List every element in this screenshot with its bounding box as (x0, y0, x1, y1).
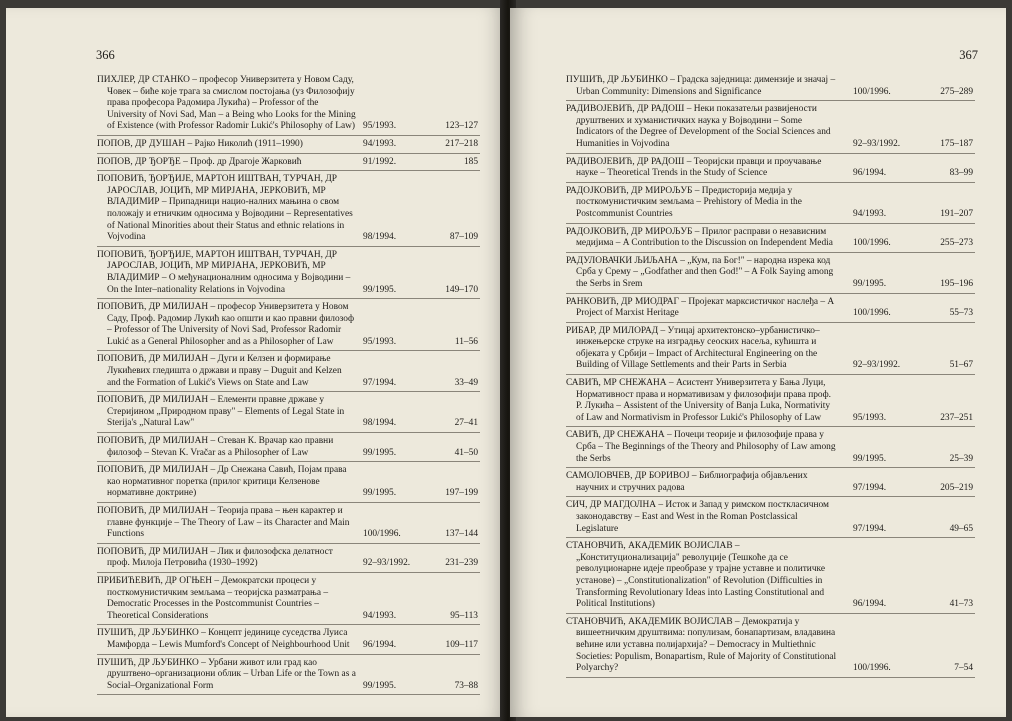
entry-text: ПОПОВИЋ, ЂОРЂИЈЕ, МАРТОН ИШТВАН, ТУРЧАН, ДР ЈАРОСЛАВ, ЈОЦИЋ, МР МИРЈАНА, ЈЕРКОВИЋ, МР ВЛАДИМИР – Припадници нацио-налних мањина о свом положају и етничким односима у Војводини – Representatives of National Minorities about their Status and ethnic relations in Vojvodina (97, 174, 353, 243)
bibliography-entry (97, 247, 480, 299)
bibliography-entry (97, 351, 480, 392)
bibliography-entry (566, 294, 975, 323)
entry-volume: 97/1994. (853, 523, 887, 534)
entry-pages: 49–65 (949, 523, 973, 534)
bibliography-entry (566, 323, 975, 375)
entry-pages: 87–109 (449, 232, 478, 243)
entry-pages: 237–251 (940, 412, 973, 423)
bibliography-entry (97, 171, 480, 247)
bibliography-entry (97, 544, 480, 573)
bibliography-entry (566, 183, 975, 224)
entry-text: ПОПОВИЋ, ДР МИЛИЈАН – професор Универзитета у Новом Саду, Проф. Радомир Лукић као општи и као правни филозоф – Professor of The University of Novi Sad, Professor Radomir Lukić as a General Philosopher and as a Philosopher of Law (97, 302, 355, 347)
entry-text: ПОПОВИЋ, ДР МИЛИЈАН – Др Снежана Савић, Појам права као нормативног поретка (прилог критици Келзенове нормативне доктрине) (97, 465, 347, 499)
entry-text: ПУШИЋ, ДР ЉУБИНКО – Концепт јединице суседства Луиса Мамфорда – Lewis Mumford's Concept of Neighbourhood Unit (97, 628, 350, 650)
entry-text: ПОПОВИЋ, ДР МИЛИЈАН – Дуги и Келзен и формирање Лукићевих гледишта о држави и праву – Duguit and Kelzen and the Formation of Lukić's Views on State and Law (97, 354, 342, 388)
entry-volume: 95/1993. (363, 121, 397, 132)
entry-volume: 91/1992. (363, 156, 397, 167)
entry-text: РАДУЛОВАЧКИ ЉИЉАНА – „Кум, па Бог!" – народна изрека код Срба у Срему – „Godfather and then God!" – A Folk Saying among the Serbs in Srem (566, 255, 834, 289)
entry-pages: 55–73 (949, 308, 973, 319)
bibliography-entry (566, 497, 975, 538)
bibliography-list (97, 72, 480, 695)
entry-pages: 83–99 (949, 168, 973, 179)
entry-text: ПОПОВ, ДР ЂОРЂЕ – Проф. др Драгоје Жарковић (97, 156, 302, 167)
bibliography-entry (566, 101, 975, 153)
entry-volume: 99/1995. (363, 680, 397, 691)
entry-volume: 97/1994. (363, 377, 397, 388)
bibliography-entry (97, 625, 480, 654)
entry-text: ПОПОВИЋ, ДР МИЛИЈАН – Лик и филозофска делатност проф. Милоја Петровића (1930–1992) (97, 546, 333, 569)
entry-text: РАДИВОЈЕВИЋ, ДР РАДОШ – Неки показатељи развијености друштвених и хуманистичких наука у Војводини – Some Indicators of the Degree of Development of the Social Sciences and Humanities in Vojvodina (566, 104, 831, 149)
entry-text: ПОПОВ, ДР ДУШАН – Рајко Николић (1911–1990) (97, 138, 303, 149)
entry-pages: 41–73 (949, 599, 973, 610)
entry-volume: 100/1996. (853, 86, 891, 97)
bibliography-entry (566, 614, 975, 678)
entry-volume: 100/1996. (853, 308, 891, 319)
entry-volume: 95/1993. (853, 412, 887, 423)
bibliography-entry (97, 503, 480, 544)
bibliography-entry (566, 427, 975, 468)
entry-pages: 73–88 (454, 680, 478, 691)
entry-volume: 99/1995. (853, 278, 887, 289)
right-page (510, 8, 1006, 717)
entry-text: ПУШИЋ, ДР ЉУБИНКО – Градска заједница: димензије и значај – Urban Community: Dimensions and Significance (566, 75, 836, 97)
bibliography-entry (97, 462, 480, 503)
entry-volume: 100/1996. (363, 529, 401, 540)
entry-text: ПУШИЋ, ДР ЉУБИНКО – Урбани живот или град као друштвено–организациони облик – Urban Life or the Town as a Social–Organizational Form (97, 657, 356, 691)
bibliography-entry (97, 433, 480, 462)
entry-volume: 99/1995. (363, 284, 397, 295)
entry-volume: 98/1994. (363, 232, 397, 243)
entry-pages: 11–56 (454, 336, 478, 347)
entry-text: ПОПОВИЋ, ЂОРЂИЈЕ, МАРТОН ИШТВАН, ТУРЧАН, ДР ЈАРОСЛАВ, ЈОЦИЋ, МР МИРЈАНА, ЈЕРКОВИЋ, МР ВЛАДИМИР – О међунационалним односима у Војводини – On the Inter–nationality Relations in Vojvodina (97, 249, 351, 295)
entry-text: РИБАР, ДР МИЛОРАД – Утицај архитектонско–урбанистичко–инжењерске струке на изградњу сеоских насеља, кућишта и објеката у Србији – Impact of Architectural Engineering on the Building of Village Settlements and their Parts in Serbia (566, 325, 820, 371)
bibliography-entry (566, 72, 975, 101)
bibliography-entry (97, 573, 480, 625)
entry-volume: 92–93/1992. (853, 138, 901, 149)
entry-volume: 95/1993. (363, 336, 397, 347)
entry-volume: 99/1995. (853, 453, 887, 464)
entry-volume: 92–93/1992. (363, 558, 411, 569)
entry-pages: 195–196 (940, 278, 973, 289)
entry-pages: 185 (463, 156, 478, 167)
entry-text: САВИЋ, ДР СНЕЖАНА – Почеци теорије и филозофије права у Срба – The Beginnings of the Theory and Philosophy of Law among the Serbs (566, 430, 836, 464)
entry-pages: 149–170 (445, 284, 478, 295)
entry-volume: 92–93/1992. (853, 360, 901, 371)
bibliography-entry (97, 655, 480, 696)
bibliography-entry (566, 468, 975, 497)
entry-pages: 197–199 (445, 488, 478, 499)
entry-text: РАДИВОЈЕВИЋ, ДР РАДОШ – Теоријски правци и проучавање науке – Theoretical Trends in the Study of Science (566, 156, 822, 179)
page-number: 367 (959, 48, 978, 62)
entry-text: СТАНОВЧИЋ, АКАДЕМИК ВОЈИСЛАВ – „Конституционализација" револуције (Тешкоће да се револуционарне идеје преобразе у трајне уставне и политичке установе) – „Constitutionalization" of Revolution (Difficulties in Transforming Revolutionary Ideas into Lasting Constitutional and Political Institutions) (566, 541, 826, 610)
bibliography-entry (566, 224, 975, 253)
entry-pages: 41–50 (454, 447, 478, 458)
entry-text: ПОПОВИЋ, ДР МИЛИЈАН – Елементи правне државе у Стеријином „Природном праву" – Elements of Legal State in Sterija's „Natural Law" (97, 395, 345, 429)
bibliography-entry (566, 253, 975, 294)
entry-volume: 99/1995. (363, 447, 397, 458)
entry-text: ПОПОВИЋ, ДР МИЛИЈАН – Стеван К. Врачар као правни филозоф – Stevan K. Vračar as a Philosopher of Law (97, 436, 334, 458)
entry-volume: 98/1994. (363, 418, 397, 429)
entry-volume: 94/1993. (853, 208, 887, 219)
entry-volume: 96/1994. (853, 168, 887, 179)
entry-pages: 275–289 (940, 86, 973, 97)
entry-text: САМОЛОВЧЕВ, ДР БОРИВОЈ – Библиографија објављених научних и стручних радова (566, 471, 808, 493)
entry-text: ПИХЛЕР, ДР СТАНКО – професор Универзитета у Новом Саду, Човек – биће које трага за смислом постојања (уз Филозофију права професора Радомира Лукића) – Professor of the University of Novi Sad, Man – a Being who Looks for the Mining of Existence (with Professor Radomir Lukić's Philosophy of Law) (97, 75, 356, 132)
entry-volume: 94/1993. (363, 610, 397, 621)
entry-volume: 100/1996. (853, 663, 891, 674)
page-number: 366 (96, 48, 115, 62)
entry-pages: 7–54 (954, 663, 973, 674)
entry-pages: 109–117 (445, 639, 478, 650)
entry-pages: 33–49 (454, 377, 478, 388)
entry-text: РАНКОВИЋ, ДР МИОДРАГ – Пројекат марксистичког наслеђа – A Project of Marxist Heritage (566, 296, 834, 319)
bibliography-entry (97, 72, 480, 136)
entry-text: СТАНОВЧИЋ, АКАДЕМИК ВОЈИСЛАВ – Демократија у вишеетничким друштвима: популизам, бонапартизам, владавина већине или уставна полијархија? – Democracy in Multiethnic Societies: Populism, Bonapartism, Rule of Majority of Constitutional Polyarchy? (566, 616, 837, 674)
bibliography-entry (566, 538, 975, 614)
bibliography-entry (566, 375, 975, 427)
entry-text: САВИЋ, МР СНЕЖАНА – Асистент Универзитета у Бања Луци, Нормативност права и нормативизам у филозофији права проф. Р. Лукића – Assistent of the University of Banja Luka, Normativity of Law and Normativism in Professor Lukić's Philosophy of Law (566, 378, 832, 423)
entry-pages: 255–273 (940, 238, 973, 249)
entry-text: СИЧ, ДР МАГДОЛНА – Исток и Запад у римском посткласичном законодавству – East and West in the Roman Postclassical Legislature (566, 500, 829, 534)
entry-pages: 95–113 (450, 610, 478, 621)
bibliography-entry (97, 392, 480, 433)
entry-pages: 175–187 (940, 138, 973, 149)
entry-pages: 123–127 (445, 121, 478, 132)
entry-pages: 51–67 (949, 360, 973, 371)
entry-text: ПОПОВИЋ, ДР МИЛИЈАН – Теорија права – њен карактер и главне функције – The Theory of Law – its Character and Main Functions (97, 506, 350, 540)
entry-pages: 27–41 (454, 418, 478, 429)
entry-volume: 99/1995. (363, 488, 397, 499)
bibliography-entry (97, 154, 480, 172)
bibliography-entry (566, 154, 975, 183)
left-page (6, 8, 506, 717)
entry-text: РАДОЈКОВИЋ, ДР МИРОЉУБ – Прилог расправи о независним медијима – A Contribution to the Discussion on Independent Media (566, 226, 833, 249)
entry-pages: 205–219 (940, 482, 973, 493)
entry-text: РАДОЈКОВИЋ, ДР МИРОЉУБ – Предисторија медија у посткомунистичким земљама – Prehistory of Media in the Postcommunist Countries (566, 185, 802, 219)
entry-pages: 191–207 (940, 208, 973, 219)
entry-volume: 97/1994. (853, 482, 887, 493)
entry-volume: 94/1993. (363, 138, 397, 149)
entry-text: ПРИБИЋЕВИЋ, ДР ОГЊЕН – Демократски процеси у посткомунистичким земљама – теоријска разматрања – Democratic Processes in the Postcommunist Countries – Theoretical Considerations (97, 575, 329, 621)
entry-volume: 96/1994. (853, 599, 887, 610)
entry-volume: 96/1994. (363, 639, 397, 650)
bibliography-entry (97, 136, 480, 154)
bibliography-list (566, 72, 975, 678)
entry-pages: 25–39 (949, 453, 973, 464)
bibliography-entry (97, 299, 480, 351)
entry-pages: 137–144 (445, 529, 478, 540)
entry-volume: 100/1996. (853, 238, 891, 249)
entry-pages: 217–218 (445, 138, 478, 149)
entry-pages: 231–239 (445, 558, 478, 569)
